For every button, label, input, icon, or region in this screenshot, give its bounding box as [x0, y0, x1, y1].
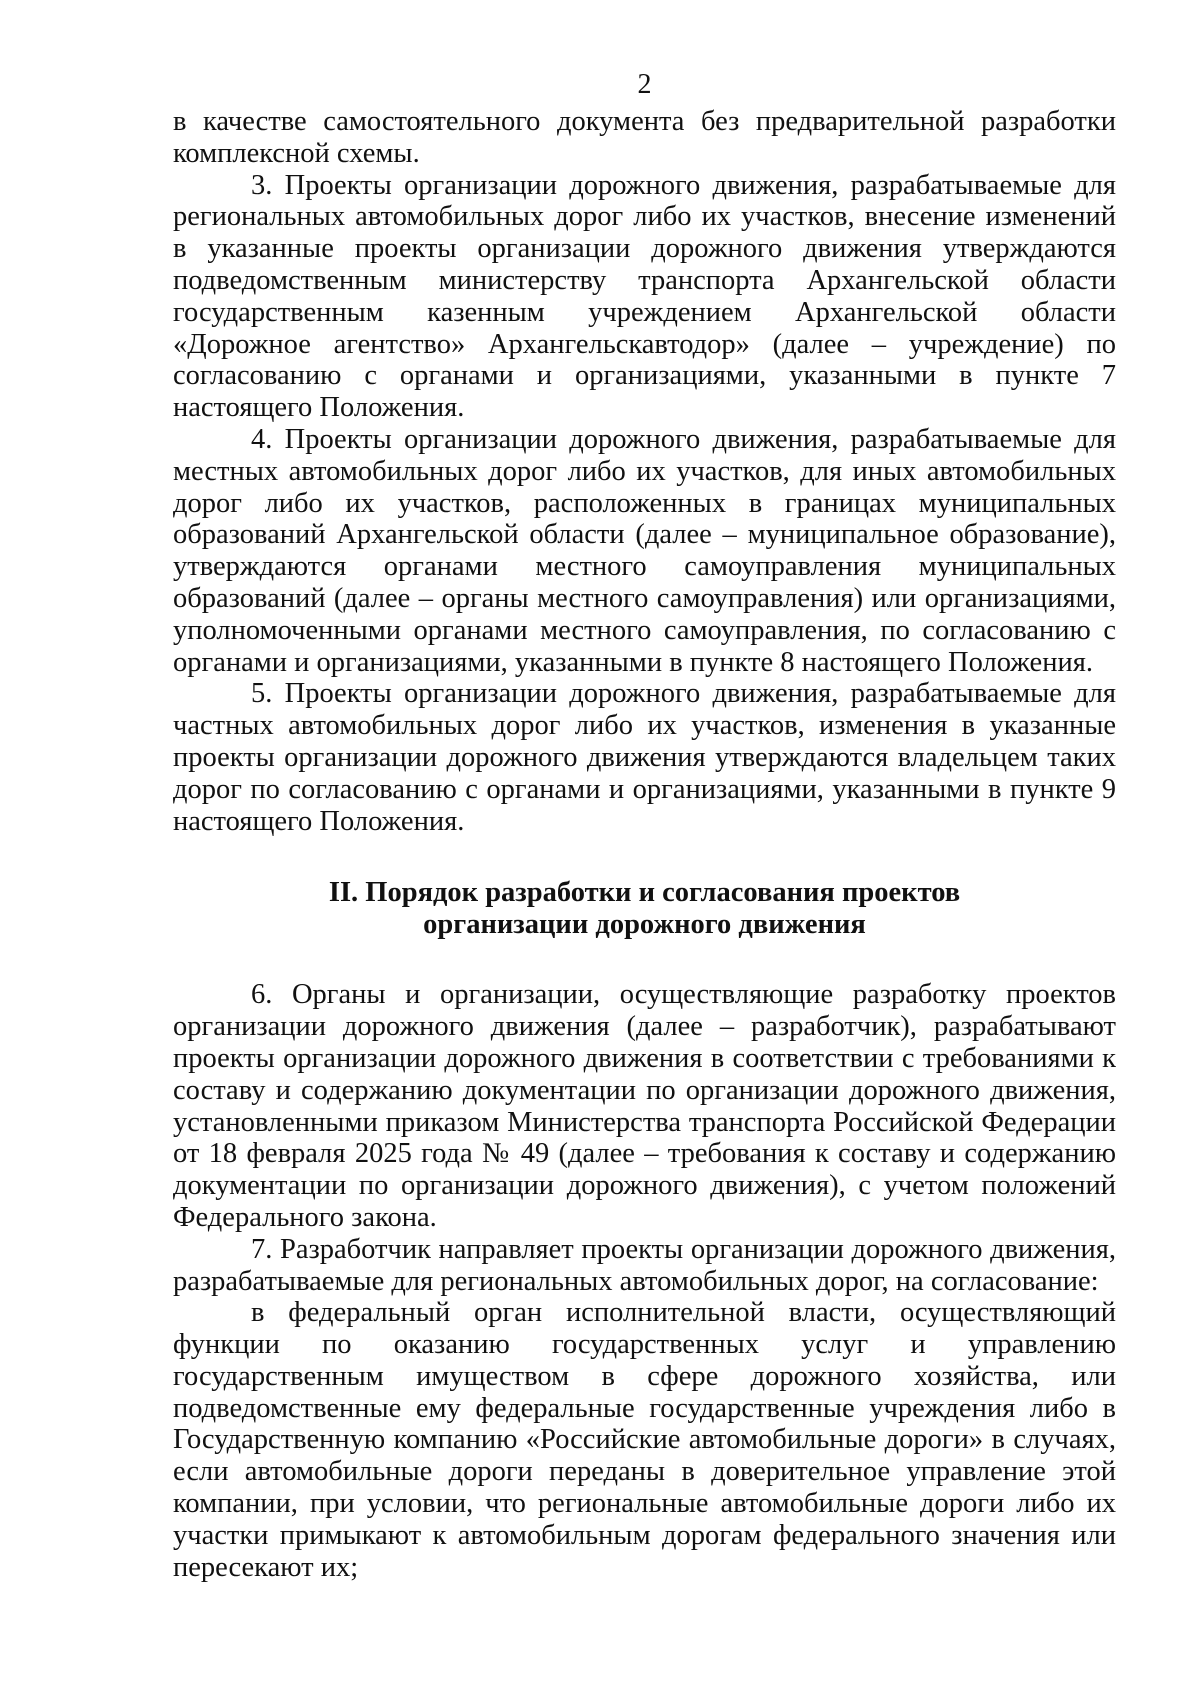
section-heading-line-2: организации дорожного движения — [423, 909, 866, 941]
paragraph-item-4: 4. Проекты организации дорожного движения, разрабатываемые для местных автомобильных дорог либо их участков, для иных автомобильных дорог либо их участков, расположенных в границах муниципальных образований Архангельской области (далее – муниципальное образование), утверждаются органами местного самоуправления муниципальных образований (далее – органы местного самоуправления) или организациями, уполномоченными органами местного самоуправления, по согласованию с органами и организациями, указанными в пункте 8 настоящего Положения. — [173, 423, 1116, 678]
section-heading-line-1: II. Порядок разработки и согласования проектов — [328, 877, 961, 909]
paragraph-item-6: 6. Органы и организации, осуществляющие разработку проектов организации дорожного движения (далее – разработчик), разрабатывают проекты организации дорожного движения в соответствии с требованиями к составу и содержанию документации по организации дорожного движения, установленными приказом Министерства транспорта Российской Федерации от 18 февраля 2025 года № 49 (далее – требования к составу и содержанию документации по организации дорожного движения), с учетом положений Федерального закона. — [173, 979, 1116, 1233]
paragraph-continuation: в качестве самостоятельного документа без предварительной разработки комплексной схемы. — [173, 106, 1116, 169]
paragraph-item-3: 3. Проекты организации дорожного движения, разрабатываемые для региональных автомобильных дорог либо их участков, внесение изменений в указанные проекты организации дорожного движения утверждаются подведомственным министерству транспорта Архангельской области государственным казенным учреждением Архангельской области «Дорожное агентство» Архангельскавтодор» (далее – учреждение) по согласованию с органами и организациями, указанными в пункте 7 настоящего Положения. — [173, 169, 1116, 424]
paragraph-item-7: 7. Разработчик направляет проекты организации дорожного движения, разрабатываемые для региональных автомобильных дорог, на согласование: — [173, 1233, 1116, 1297]
section-heading — [173, 877, 1116, 941]
paragraph-item-5: 5. Проекты организации дорожного движения, разрабатываемые для частных автомобильных дорог либо их участков, изменения в указанные проекты организации дорожного движения утверждаются владельцем таких дорог по согласованию с органами и организациями, указанными в пункте 9 настоящего Положения. — [173, 678, 1116, 837]
document-page — [173, 68, 1116, 1583]
paragraph-item-7-federal: в федеральный орган исполнительной власти, осуществляющий функции по оказанию государственных услуг и управлению государственным имуществом в сфере дорожного хозяйства, или подведомственные ему федеральные государственные учреждения либо в Государственную компанию «Российские автомобильные дороги» в случаях, если автомобильные дороги переданы в доверительное управление этой компании, при условии, что региональные автомобильные дороги либо их участки примыкают к автомобильным дорогам федерального значения или пересекают их; — [173, 1297, 1116, 1583]
page-number: 2 — [637, 69, 652, 100]
